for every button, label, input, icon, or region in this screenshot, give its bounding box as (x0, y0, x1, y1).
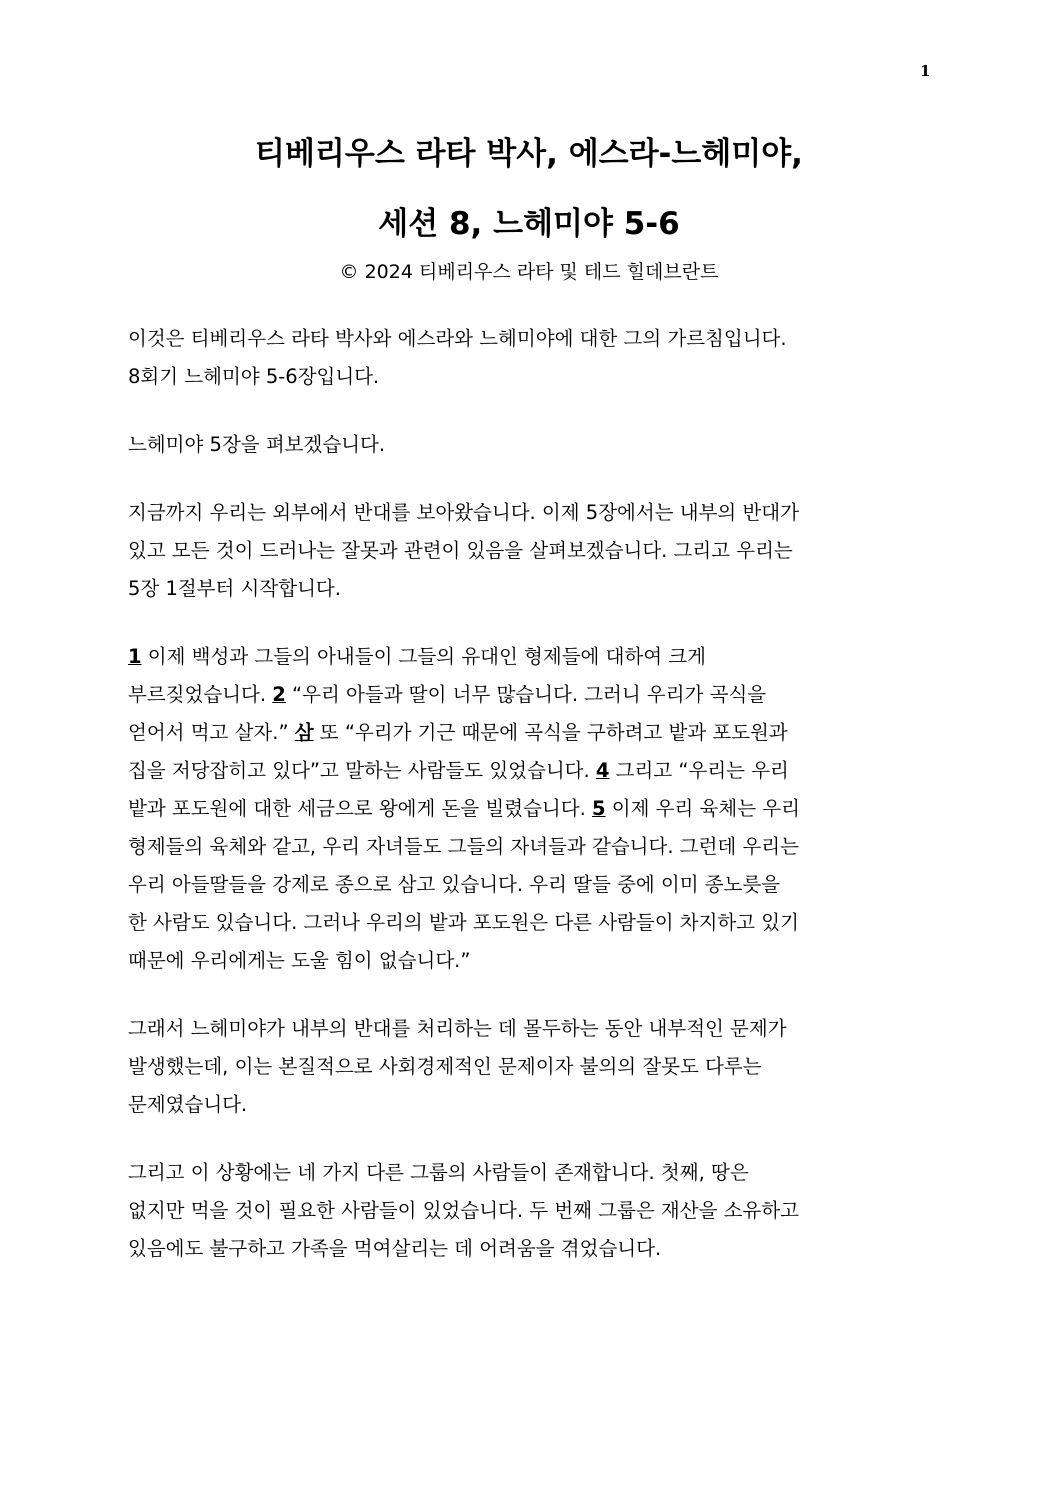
text-line (128, 1154, 928, 1192)
verse-number: 5 (592, 797, 606, 820)
text-segment: 지금까지 우리는 외부에서 반대를 보아왔습니다. 이제 5장에서는 내부의 반대가 (128, 501, 799, 524)
document-body (128, 320, 928, 1298)
text-segment: 부르짖었습니다. (128, 683, 273, 706)
paragraph (128, 1154, 928, 1268)
verse-number: 1 (128, 645, 142, 668)
text-line (128, 320, 928, 358)
paragraph (128, 494, 928, 608)
text-segment: 이제 백성과 그들의 아내들이 그들의 유대인 형제들에 대하여 크게 (141, 645, 706, 668)
text-line (128, 790, 928, 828)
text-segment: 5장 1절부터 시작합니다. (128, 577, 341, 600)
text-segment: 얻어서 먹고 살자.” (128, 721, 295, 744)
text-segment: 우리 아들딸들을 강제로 종으로 삼고 있습니다. 우리 딸들 중에 이미 종노릇을 (128, 873, 781, 896)
text-line (128, 942, 928, 980)
text-line (128, 532, 928, 570)
text-line (128, 1086, 928, 1124)
verse-number: 삼 (294, 721, 314, 744)
text-segment: 한 사람도 있습니다. 그러나 우리의 밭과 포도원은 다른 사람들이 차지하고 있기 (128, 911, 799, 934)
text-line (128, 866, 928, 904)
text-line (128, 904, 928, 942)
verse-number: 2 (272, 683, 286, 706)
text-segment: 이제 우리 육체는 우리 (605, 797, 800, 820)
page-title-line-1: 티베리우스 라타 박사, 에스라-느헤미야, (255, 136, 803, 172)
text-line (128, 1230, 928, 1268)
text-line (128, 494, 928, 532)
paragraph (128, 320, 928, 396)
text-segment: 그리고 이 상황에는 네 가지 다른 그룹의 사람들이 존재합니다. 첫째, 땅은 (128, 1161, 749, 1184)
text-line (128, 714, 928, 752)
copyright-notice: © 2024 티베리우스 라타 및 테드 힐데브란트 (339, 261, 719, 283)
text-line (128, 1048, 928, 1086)
text-line (128, 426, 928, 464)
text-line (128, 358, 928, 396)
page-title-line-2: 세션 8, 느헤미야 5-6 (378, 206, 680, 242)
text-segment: 8회기 느헤미야 5-6장입니다. (128, 365, 380, 388)
text-line (128, 1010, 928, 1048)
paragraph (128, 1010, 928, 1124)
text-segment: 이것은 티베리우스 라타 박사와 에스라와 느헤미야에 대한 그의 가르침입니다. (128, 327, 787, 350)
text-segment: 때문에 우리에게는 도울 힘이 없습니다.” (128, 949, 471, 972)
page-number: 1 (920, 62, 931, 80)
text-segment: 문제였습니다. (128, 1093, 248, 1116)
text-line (128, 1192, 928, 1230)
text-segment: 있음에도 불구하고 가족을 먹여살리는 데 어려움을 겪었습니다. (128, 1237, 662, 1260)
text-line (128, 570, 928, 608)
text-segment: 느헤미야 5장을 펴보겠습니다. (128, 433, 386, 456)
text-segment: 없지만 먹을 것이 필요한 사람들이 있었습니다. 두 번째 그룹은 재산을 소유하고 (128, 1199, 799, 1222)
text-segment: 그래서 느헤미야가 내부의 반대를 처리하는 데 몰두하는 동안 내부적인 문제가 (128, 1017, 787, 1040)
paragraph (128, 426, 928, 464)
text-line (128, 752, 928, 790)
text-line (128, 676, 928, 714)
text-line (128, 828, 928, 866)
text-segment: “우리 아들과 딸이 너무 많습니다. 그러니 우리가 곡식을 (285, 683, 767, 706)
text-segment: 형제들의 육체와 같고, 우리 자녀들도 그들의 자녀들과 같습니다. 그런데 우리는 (128, 835, 799, 858)
text-line (128, 638, 928, 676)
text-segment: 밭과 포도원에 대한 세금으로 왕에게 돈을 빌렸습니다. (128, 797, 593, 820)
text-segment: 있고 모든 것이 드러나는 잘못과 관련이 있음을 살펴보겠습니다. 그리고 우리는 (128, 539, 793, 562)
text-segment: 또 “우리가 기근 때문에 곡식을 구하려고 밭과 포도원과 (313, 721, 788, 744)
text-segment: 그리고 “우리는 우리 (609, 759, 789, 782)
paragraph (128, 638, 928, 980)
verse-number: 4 (595, 759, 610, 782)
text-segment: 발생했는데, 이는 본질적으로 사회경제적인 문제이자 불의의 잘못도 다루는 (128, 1055, 762, 1078)
text-segment: 집을 저당잡히고 있다”고 말하는 사람들도 있었습니다. (128, 759, 596, 782)
